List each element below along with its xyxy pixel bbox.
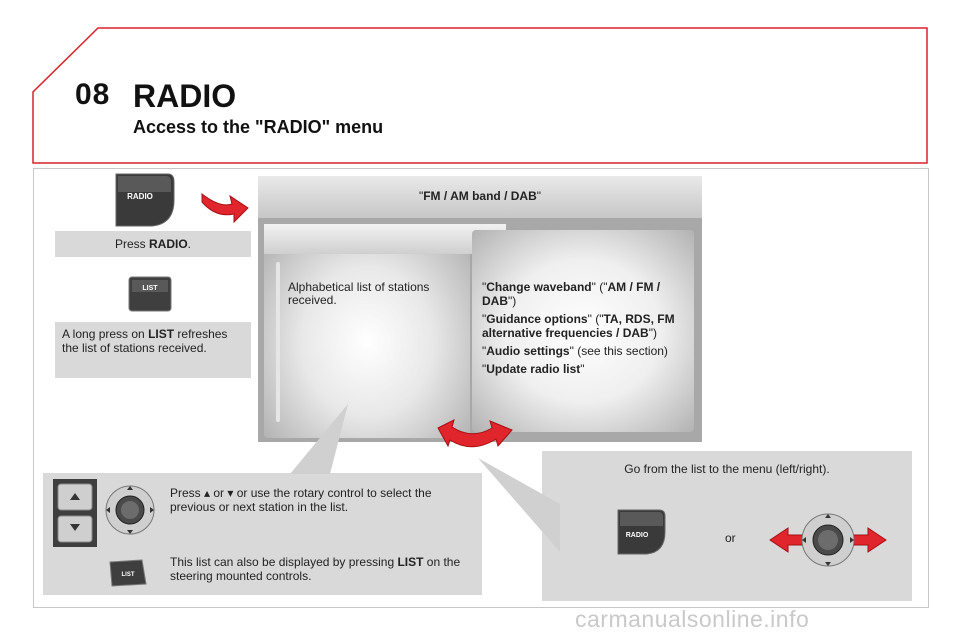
instruction-list-to-menu: Go from the list to the menu (left/right). — [624, 462, 830, 476]
watermark: carmanualsonline.info — [575, 606, 810, 632]
steering-updown-buttons — [52, 478, 98, 548]
caption-press-radio: Press RADIO. — [55, 231, 251, 257]
page-subtitle: Access to the "RADIO" menu — [133, 117, 384, 137]
list-button-label: LIST — [142, 285, 158, 292]
steering-list-button-illustration — [108, 558, 148, 588]
station-list-text: Alphabetical list of stations received. — [288, 280, 430, 307]
page-title: RADIO — [133, 78, 237, 114]
steering-list-button-label: LIST — [121, 572, 135, 578]
instruction-select-station: Press ▴ or ▾ or use the rotary control to select the previous or next station in the list. — [170, 486, 432, 514]
menu-item-audio-settings: "Audio settings" (see this section) — [482, 344, 668, 358]
radio-button-label: RADIO — [127, 192, 153, 201]
caption-long-press-list: A long press on LIST refreshes the list of stations received. — [55, 322, 251, 378]
down-triangle-icon: ▾ — [227, 486, 234, 500]
left-right-swap-arrows-icon — [432, 418, 518, 454]
radio-button-small-illustration — [615, 508, 671, 556]
rotary-left-right-icon — [768, 510, 888, 570]
menu-item-change-waveband: "Change waveband" ("AM / FM / DAB") — [482, 280, 661, 308]
rotary-control-icon — [104, 484, 156, 536]
instruction-list-steering: This list can also be displayed by pressing LIST on the steering mounted controls. — [170, 555, 461, 583]
screen-title-bar: "FM / AM band / DAB" — [258, 176, 702, 218]
up-triangle-icon: ▴ — [204, 486, 211, 500]
left-red-arrow-icon — [770, 528, 802, 552]
radio-button-small-label: RADIO — [625, 532, 649, 539]
menu-item-guidance-options: "Guidance options" ("TA, RDS, FM alternative frequencies / DAB") — [482, 312, 675, 340]
chapter-number: 08 — [75, 78, 111, 111]
right-red-arrow-icon — [854, 528, 886, 552]
menu-item-update-radio-list: "Update radio list" — [482, 362, 585, 376]
or-label: or — [725, 531, 736, 545]
